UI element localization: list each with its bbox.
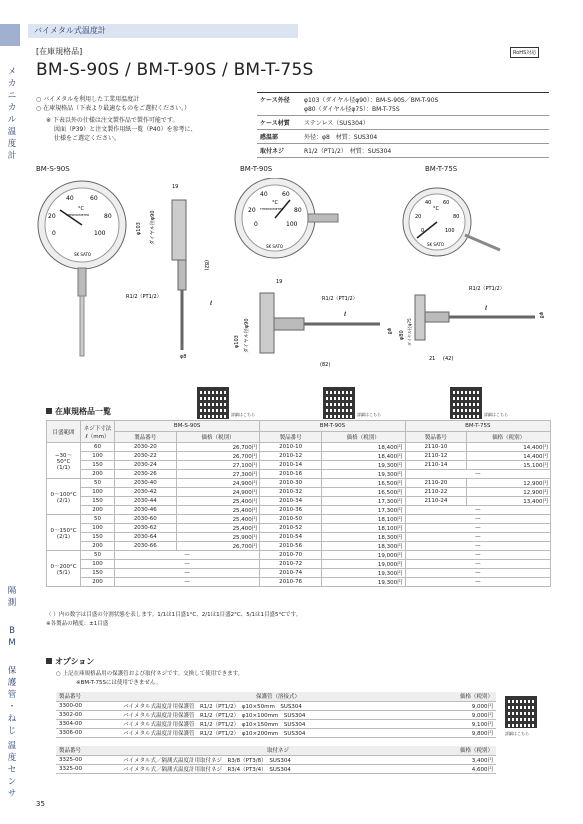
dim-label: ℓ bbox=[344, 311, 347, 318]
sidebar-char: ル bbox=[7, 115, 17, 125]
table-row bbox=[47, 488, 551, 497]
table-row bbox=[47, 578, 551, 587]
product-no-cell: 2010-34 bbox=[260, 497, 322, 506]
gauge-tick: 80 bbox=[453, 214, 460, 220]
model-label: BM-S-90S bbox=[36, 165, 70, 173]
sidebar-char: メ bbox=[7, 67, 17, 77]
price-cell: 17,300円 bbox=[321, 506, 405, 515]
sidebar-char: ニ bbox=[7, 91, 17, 101]
col-model: BM-S-90S bbox=[115, 421, 260, 432]
product-no-cell: 2010-74 bbox=[260, 569, 322, 578]
price-cell: 24,900円 bbox=[176, 479, 260, 488]
table-row bbox=[56, 764, 496, 773]
length-cell: 100 bbox=[81, 524, 115, 533]
qr-code[interactable] bbox=[450, 387, 482, 419]
price-cell: 4,600円 bbox=[436, 764, 496, 773]
stock-table bbox=[46, 420, 551, 587]
sidebar-category-remote bbox=[6, 585, 18, 609]
length-cell: 100 bbox=[81, 560, 115, 569]
product-no-cell: 2030-60 bbox=[115, 515, 177, 524]
sidebar-char: 管 bbox=[7, 690, 17, 700]
back-stem bbox=[465, 235, 500, 250]
table-row bbox=[47, 533, 551, 542]
dim-label: R1/2（PT1/2） bbox=[322, 296, 358, 302]
qr-label: 詳細はこちら bbox=[505, 731, 529, 736]
spec-key: 感温部 bbox=[257, 130, 301, 144]
price-cell: 9,000円 bbox=[436, 701, 496, 710]
length-cell: 60 bbox=[81, 443, 115, 452]
product-no-cell: 3325-00 bbox=[56, 764, 120, 773]
back-stem bbox=[308, 214, 338, 222]
sidebar-category-sensor bbox=[6, 740, 18, 800]
feature-list: ○ バイメタルを利用した工業用温度計 ○ 在庫規格品（下表より最適なものをご選択ください。） bbox=[36, 96, 191, 112]
dim-label: 19 bbox=[172, 184, 179, 190]
price-cell: 12,900円 bbox=[467, 488, 551, 497]
product-no-cell: 2010-52 bbox=[260, 524, 322, 533]
price-cell: 9,000円 bbox=[436, 710, 496, 719]
table-row bbox=[56, 710, 496, 719]
dim-label: φ8 bbox=[180, 354, 187, 360]
length-cell: 150 bbox=[81, 497, 115, 506]
gauge-unit: °C bbox=[272, 200, 278, 206]
col-desc: 取付ネジ bbox=[120, 746, 436, 755]
page-title: BM-S-90S / BM-T-90S / BM-T-75S bbox=[36, 60, 314, 80]
col-model: BM-T-90S bbox=[260, 421, 405, 432]
spec-key: ケース外径 bbox=[257, 93, 301, 116]
product-no-cell: 2030-40 bbox=[115, 479, 177, 488]
desc-cell: バイメタル式温度計用保護管 R1/2（PT1/2） φ10×50mm SUS304 bbox=[120, 701, 436, 710]
dim-label: φ8 bbox=[386, 328, 392, 335]
gauge-unit: °C bbox=[78, 206, 84, 212]
note-line: 図面（P39）と注文製作用紙一覧（P40）を参考に、 bbox=[54, 126, 197, 133]
table-row bbox=[47, 560, 551, 569]
sidebar-char: 温 bbox=[7, 127, 17, 137]
product-no-cell: 3306-00 bbox=[56, 728, 120, 737]
gauge-unit: °C bbox=[433, 206, 439, 212]
gauge-tick: 0 bbox=[254, 221, 258, 228]
gauge-tick: 0 bbox=[421, 228, 425, 234]
side-view-thread bbox=[274, 318, 304, 330]
side-view-thread bbox=[425, 312, 449, 322]
product-no-cell: 3304-00 bbox=[56, 719, 120, 728]
length-cell: 200 bbox=[81, 506, 115, 515]
product-no-cell: 2010-70 bbox=[260, 551, 322, 560]
price-cell: 25,400円 bbox=[176, 497, 260, 506]
product-no-cell: 2030-44 bbox=[115, 497, 177, 506]
sidebar-char: カ bbox=[7, 103, 17, 113]
product-no-cell: 3325-00 bbox=[56, 755, 120, 764]
price-cell: 3,400円 bbox=[436, 755, 496, 764]
dim-label: R1/2（PT1/2） bbox=[469, 286, 505, 292]
sidebar-char: じ bbox=[7, 726, 17, 736]
product-no-cell: 2110-10 bbox=[405, 443, 467, 452]
gauge-tick: 0 bbox=[52, 230, 56, 237]
gauge-tick: 20 bbox=[248, 207, 256, 214]
col-length: ネジ下寸法 ℓ（mm） bbox=[81, 421, 115, 443]
table-row bbox=[47, 443, 551, 452]
product-no-cell: 2010-72 bbox=[260, 560, 322, 569]
price-cell: 9,800円 bbox=[436, 728, 496, 737]
price-cell: 26,700円 bbox=[176, 542, 260, 551]
price-cell: 18,300円 bbox=[321, 542, 405, 551]
price-cell: 25,900円 bbox=[176, 533, 260, 542]
bm-t-90s-drawing bbox=[230, 178, 410, 378]
option-protection-table bbox=[56, 692, 496, 738]
option-notes: ○ 上記在庫規格品用の保護管および取付ネジです。交換して使用できます。 ※BM-T-75Sには使用できません。 bbox=[56, 671, 244, 686]
sidebar-char: 保 bbox=[7, 666, 17, 676]
length-cell: 50 bbox=[81, 551, 115, 560]
na-cell: — bbox=[405, 569, 550, 578]
table-row bbox=[56, 755, 496, 764]
stem-neck bbox=[78, 268, 86, 296]
price-cell: 16,500円 bbox=[321, 488, 405, 497]
desc-cell: バイメタル式温度計用保護管 R1/2（PT1/2） φ10×150mm SUS304 bbox=[120, 719, 436, 728]
table-row bbox=[56, 719, 496, 728]
feature-item: バイメタルを利用した工業用温度計 bbox=[43, 96, 140, 103]
note-line: ※各製品の精度：±1目盛 bbox=[46, 621, 109, 627]
price-cell: 27,100円 bbox=[176, 461, 260, 470]
feature-item: 在庫規格品（下表より最適なものをご選択ください。） bbox=[43, 105, 191, 112]
length-cell: 100 bbox=[81, 488, 115, 497]
na-cell: — bbox=[405, 578, 550, 587]
col-no: 製品番号 bbox=[56, 746, 120, 755]
note-line: ※BM-T-75Sには使用できません。 bbox=[76, 680, 162, 686]
col-no: 製品番号 bbox=[405, 432, 467, 443]
col-price: 価格（税別） bbox=[321, 432, 405, 443]
side-view-thread bbox=[178, 260, 186, 290]
side-view-case bbox=[415, 295, 425, 340]
bm-t-75s-drawing bbox=[395, 180, 555, 365]
gauge-maker: SK SATO bbox=[266, 244, 284, 249]
bm-s-90s-drawing bbox=[30, 180, 240, 360]
gauge-tick: 40 bbox=[425, 200, 432, 206]
table-row bbox=[47, 551, 551, 560]
na-cell: — bbox=[405, 551, 550, 560]
sidebar-category-bm bbox=[6, 625, 18, 649]
dim-label: 21 bbox=[429, 356, 436, 362]
col-range: 目盛範囲 bbox=[47, 421, 81, 443]
price-cell: 27,300円 bbox=[176, 470, 260, 479]
gauge-brand: THERMOMETER bbox=[66, 213, 90, 217]
price-cell: 19,300円 bbox=[321, 569, 405, 578]
price-cell: 19,300円 bbox=[321, 578, 405, 587]
gauge-tick: 20 bbox=[415, 214, 422, 220]
table-row bbox=[47, 452, 551, 461]
price-cell: 24,900円 bbox=[176, 488, 260, 497]
side-view-case bbox=[172, 200, 186, 260]
price-cell: 19,300円 bbox=[321, 470, 405, 479]
product-no-cell: 2010-10 bbox=[260, 443, 322, 452]
price-cell: 14,400円 bbox=[467, 452, 551, 461]
dim-label: ダイヤル径φ90 bbox=[244, 318, 250, 353]
col-price: 価格（税別） bbox=[436, 692, 496, 701]
spec-key: ケース材質 bbox=[257, 116, 301, 130]
product-no-cell: 2030-24 bbox=[115, 461, 177, 470]
desc-cell: バイメタル式／隔測式温度計用取付ネジ R3/8（PT3/8） SUS304 bbox=[120, 755, 436, 764]
option-fitting-table bbox=[56, 746, 496, 774]
gauge-tick: 60 bbox=[443, 200, 450, 206]
price-cell: 25,400円 bbox=[176, 524, 260, 533]
dim-label: ℓ bbox=[485, 305, 488, 312]
sidebar-char: ね bbox=[7, 714, 17, 724]
na-cell: — bbox=[405, 506, 550, 515]
na-cell: — bbox=[405, 560, 550, 569]
stem bbox=[80, 296, 84, 356]
product-no-cell: 2010-36 bbox=[260, 506, 322, 515]
dim-label: 19 bbox=[276, 279, 283, 285]
price-cell: 19,300円 bbox=[321, 461, 405, 470]
dim-label: (82) bbox=[203, 260, 209, 271]
dim-label: φ103 bbox=[136, 222, 142, 235]
desc-cell: バイメタル式温度計用保護管 R1/2（PT1/2） φ10×100mm SUS304 bbox=[120, 710, 436, 719]
sidebar-char: セ bbox=[7, 765, 17, 775]
sidebar-char: ン bbox=[7, 777, 17, 787]
gauge-tick: 40 bbox=[66, 195, 74, 202]
sidebar-tab bbox=[0, 24, 20, 46]
na-cell: — bbox=[115, 560, 260, 569]
price-cell: 19,000円 bbox=[321, 551, 405, 560]
option-title: オプション bbox=[46, 656, 94, 667]
price-cell: 18,100円 bbox=[321, 515, 405, 524]
table-row bbox=[47, 497, 551, 506]
gauge-maker: SK SATO bbox=[427, 242, 445, 247]
length-cell: 100 bbox=[81, 452, 115, 461]
price-cell: 26,700円 bbox=[176, 443, 260, 452]
product-no-cell: 2030-20 bbox=[115, 443, 177, 452]
product-no-cell: 2110-24 bbox=[405, 497, 467, 506]
gauge-tick: 60 bbox=[90, 195, 98, 202]
gauge-tick: 60 bbox=[282, 191, 290, 198]
price-cell: 19,000円 bbox=[321, 560, 405, 569]
desc-cell: バイメタル式温度計用保護管 R1/2（PT1/2） φ10×200mm SUS304 bbox=[120, 728, 436, 737]
product-no-cell: 2110-12 bbox=[405, 452, 467, 461]
product-no-cell: 2010-56 bbox=[260, 542, 322, 551]
col-no: 製品番号 bbox=[115, 432, 177, 443]
stock-tag: [在庫規格品] bbox=[36, 47, 83, 56]
spec-value: R1/2（PT1/2） 材質：SUS304 bbox=[301, 144, 549, 158]
na-cell: — bbox=[115, 551, 260, 560]
dim-label: φ80 bbox=[399, 330, 405, 340]
table-title: 在庫規格品一覧 bbox=[46, 406, 111, 417]
product-no-cell: 2010-12 bbox=[260, 452, 322, 461]
product-no-cell: 2010-76 bbox=[260, 578, 322, 587]
dim-label: ダイヤル径φ75 bbox=[407, 318, 412, 346]
product-no-cell: 2030-62 bbox=[115, 524, 177, 533]
product-no-cell: 2030-22 bbox=[115, 452, 177, 461]
length-cell: 150 bbox=[81, 569, 115, 578]
product-no-cell: 3300-00 bbox=[56, 701, 120, 710]
range-cell: 0〜150°C (2/1) bbox=[47, 515, 81, 551]
table-row bbox=[47, 515, 551, 524]
col-price: 価格（税別） bbox=[176, 432, 260, 443]
spec-value: ステンレス（SUS304） bbox=[301, 116, 549, 130]
gauge-brand: THERMOMETER bbox=[260, 207, 284, 211]
sidebar-char: 測 bbox=[7, 598, 17, 608]
qr-label: 詳細はこちら bbox=[231, 412, 255, 417]
sidebar-char: サ bbox=[7, 789, 17, 799]
range-cell: 0〜100°C (2/1) bbox=[47, 479, 81, 515]
note-line: 仕様をご選定ください。 bbox=[54, 135, 121, 142]
table-row bbox=[47, 461, 551, 470]
spec-key: 取付ネジ bbox=[257, 144, 301, 158]
sidebar-char: 温 bbox=[7, 741, 17, 751]
price-cell: 25,400円 bbox=[176, 506, 260, 515]
sidebar-char: ・ bbox=[7, 702, 17, 712]
table-row bbox=[56, 728, 496, 737]
price-cell: 25,400円 bbox=[176, 515, 260, 524]
qr-code[interactable] bbox=[323, 387, 355, 419]
product-no-cell: 2010-30 bbox=[260, 479, 322, 488]
length-cell: 200 bbox=[81, 578, 115, 587]
product-no-cell: 2030-46 bbox=[115, 506, 177, 515]
price-cell: 9,100円 bbox=[436, 719, 496, 728]
table-row bbox=[56, 701, 496, 710]
gauge-maker: SK SATO bbox=[74, 252, 92, 257]
length-cell: 50 bbox=[81, 479, 115, 488]
range-cell: 0〜200°C (5/1) bbox=[47, 551, 81, 587]
price-cell: 15,100円 bbox=[467, 461, 551, 470]
sidebar-char: 計 bbox=[7, 151, 17, 161]
col-desc: 保護管（溶接式） bbox=[120, 692, 436, 701]
product-no-cell: 2030-64 bbox=[115, 533, 177, 542]
col-price: 価格（税別） bbox=[436, 746, 496, 755]
table-row bbox=[47, 524, 551, 533]
na-cell: — bbox=[115, 569, 260, 578]
sidebar-char: 度 bbox=[7, 139, 17, 149]
price-cell: 18,300円 bbox=[321, 533, 405, 542]
dim-label: ダイヤル径φ90 bbox=[150, 210, 156, 245]
page-number: 35 bbox=[36, 800, 45, 808]
dim-label: R1/2（PT1/2） bbox=[126, 294, 162, 300]
category-header: バイメタル式温度計 bbox=[28, 24, 298, 38]
spec-value: 外径：φ8 材質：SUS304 bbox=[301, 130, 549, 144]
sidebar-char: M bbox=[8, 638, 16, 648]
price-cell: 14,400円 bbox=[467, 443, 551, 452]
qr-code[interactable] bbox=[505, 696, 537, 728]
col-model: BM-T-75S bbox=[405, 421, 550, 432]
price-cell: 12,900円 bbox=[467, 479, 551, 488]
price-cell: 18,400円 bbox=[321, 443, 405, 452]
spec-value: φ103（ダイヤル径φ90）：BM-S-90S／BM-T-90S φ80（ダイヤル径φ75）：BM-T-75S bbox=[301, 93, 549, 116]
product-no-cell: 2010-54 bbox=[260, 533, 322, 542]
note-line: （ ）内の数字は目盛の分割状態を表します。1/1は1目盛1°C、2/1は1目盛2°C、5/1は1目盛5°Cです。 bbox=[46, 612, 302, 618]
gauge-tick: 100 bbox=[445, 228, 455, 234]
na-cell: — bbox=[405, 524, 550, 533]
qr-label: 詳細はこちら bbox=[484, 412, 508, 417]
na-cell: — bbox=[405, 470, 550, 479]
note-line: ※ 下表以外の仕様は注文製作品で製作可能です。 bbox=[46, 117, 179, 124]
model-label: BM-T-90S bbox=[240, 165, 273, 173]
price-cell: 18,100円 bbox=[321, 524, 405, 533]
product-no-cell: 2110-14 bbox=[405, 461, 467, 470]
sidebar-char: カ bbox=[7, 79, 17, 89]
table-notes bbox=[46, 611, 301, 629]
qr-label: 詳細はこちら bbox=[357, 412, 381, 417]
rohs-badge: RoHS対応 bbox=[510, 47, 539, 58]
table-row bbox=[47, 569, 551, 578]
gauge-tick: 80 bbox=[104, 213, 112, 220]
dim-label: (82) bbox=[320, 362, 331, 368]
product-no-cell: 2010-32 bbox=[260, 488, 322, 497]
table-row bbox=[47, 506, 551, 515]
na-cell: — bbox=[115, 578, 260, 587]
model-label: BM-T-75S bbox=[425, 165, 458, 173]
na-cell: — bbox=[405, 515, 550, 524]
price-cell: 17,300円 bbox=[321, 497, 405, 506]
length-cell: 150 bbox=[81, 533, 115, 542]
product-no-cell: 2010-14 bbox=[260, 461, 322, 470]
sidebar-char: 隔 bbox=[7, 586, 17, 596]
sidebar-char: 護 bbox=[7, 678, 17, 688]
sidebar-category-mechanical bbox=[6, 66, 18, 162]
dim-label: ℓ bbox=[210, 300, 213, 307]
col-no: 製品番号 bbox=[56, 692, 120, 701]
na-cell: — bbox=[405, 533, 550, 542]
desc-cell: バイメタル式／隔測式温度計用取付ネジ R3/4（PT3/4） SUS304 bbox=[120, 764, 436, 773]
product-no-cell: 2110-20 bbox=[405, 479, 467, 488]
table-row bbox=[47, 479, 551, 488]
gauge-tick: 20 bbox=[48, 213, 56, 220]
product-no-cell: 2010-16 bbox=[260, 470, 322, 479]
qr-code[interactable] bbox=[197, 387, 229, 419]
table-row bbox=[47, 542, 551, 551]
dim-label: φ103 bbox=[234, 335, 240, 348]
product-no-cell: 2030-26 bbox=[115, 470, 177, 479]
dim-label: φ8 bbox=[538, 312, 544, 319]
sidebar-category-protection bbox=[6, 665, 18, 737]
col-no: 製品番号 bbox=[260, 432, 322, 443]
price-cell: 13,400円 bbox=[467, 497, 551, 506]
gauge-tick: 40 bbox=[260, 191, 268, 198]
gauge-tick: 100 bbox=[286, 221, 298, 228]
product-no-cell: 2010-50 bbox=[260, 515, 322, 524]
dim-label: (42) bbox=[443, 356, 454, 362]
sidebar-char: 度 bbox=[7, 753, 17, 763]
sidebar-char: B bbox=[9, 626, 15, 636]
na-cell: — bbox=[405, 542, 550, 551]
length-cell: 150 bbox=[81, 461, 115, 470]
range-cell: −30〜50°C (1/1) bbox=[47, 443, 81, 479]
note-line: 上記在庫規格品用の保護管および取付ネジです。交換して使用できます。 bbox=[62, 671, 244, 677]
product-no-cell: 2030-42 bbox=[115, 488, 177, 497]
length-cell: 50 bbox=[81, 515, 115, 524]
custom-notes bbox=[46, 116, 197, 143]
table-row bbox=[47, 470, 551, 479]
spec-table bbox=[257, 92, 549, 158]
side-view-case bbox=[260, 293, 274, 353]
price-cell: 18,400円 bbox=[321, 452, 405, 461]
gauge-tick: 100 bbox=[94, 230, 106, 237]
product-no-cell: 2110-22 bbox=[405, 488, 467, 497]
length-cell: 200 bbox=[81, 470, 115, 479]
gauge-tick: 80 bbox=[294, 207, 302, 214]
price-cell: 26,700円 bbox=[176, 452, 260, 461]
col-price: 価格（税別） bbox=[467, 432, 551, 443]
product-no-cell: 2030-66 bbox=[115, 542, 177, 551]
length-cell: 200 bbox=[81, 542, 115, 551]
product-no-cell: 3302-00 bbox=[56, 710, 120, 719]
price-cell: 16,500円 bbox=[321, 479, 405, 488]
